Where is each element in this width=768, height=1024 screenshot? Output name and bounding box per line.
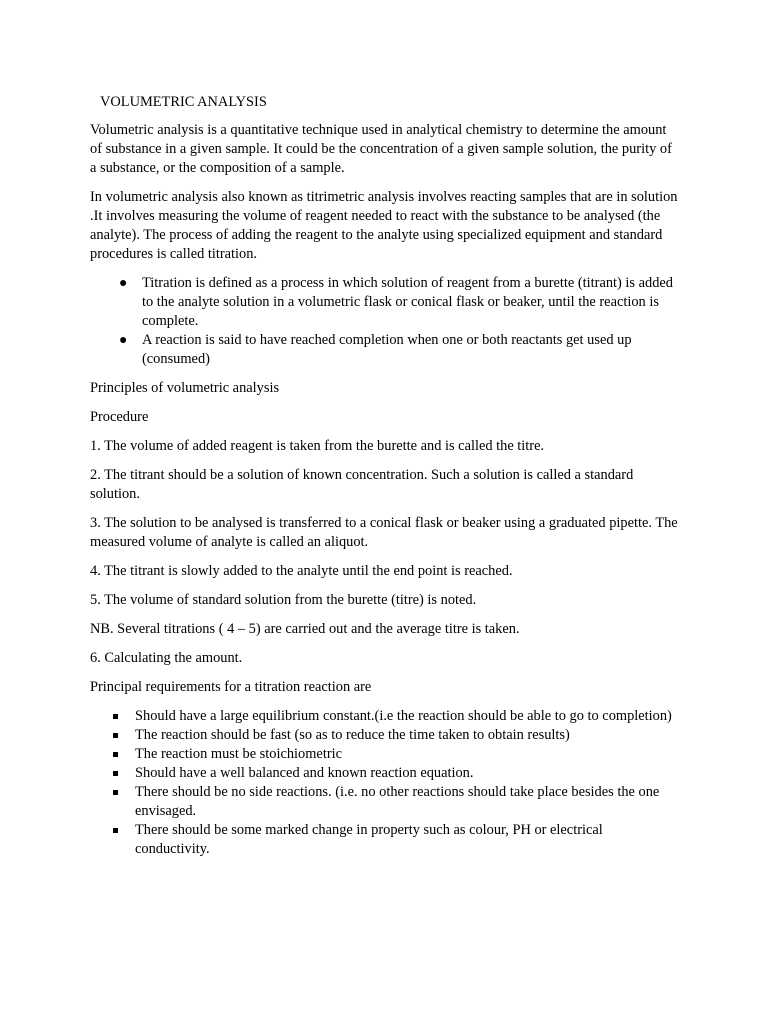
list-item [90, 764, 678, 783]
list-item-text: A reaction is said to have reached completion when one or both reactants get used up (consumed) [142, 332, 632, 367]
principles-heading: Principles of volumetric analysis [90, 380, 280, 396]
procedure-step-1: 1. The volume of added reagent is taken from the burette and is called the titre. [90, 438, 545, 454]
document-title: VOLUMETRIC ANALYSIS [100, 94, 267, 110]
list-item-text: There should be some marked change in property such as colour, PH or electrical conductivity. [135, 822, 603, 857]
procedure-heading: Procedure [90, 409, 149, 425]
bullet-square-icon [113, 733, 118, 738]
procedure-step-6: 6. Calculating the amount. [90, 650, 243, 666]
list-item [90, 707, 678, 726]
document-page [90, 93, 678, 869]
procedure-step-4: 4. The titrant is slowly added to the analyte until the end point is reached. [90, 563, 513, 579]
list-item [90, 745, 678, 764]
requirements-list [90, 707, 678, 859]
bullet-square-icon [113, 771, 118, 776]
list-item-text: There should be no side reactions. (i.e. no other reactions should take place besides the one envisaged. [135, 784, 660, 819]
intro-paragraph-1: Volumetric analysis is a quantitative technique used in analytical chemistry to determine the amount of substance in a given sample. It could be the concentration of a given sample solution, the purity of a substance, or the composition of a sample. [90, 122, 672, 176]
definitions-list [90, 274, 678, 369]
procedure-step-5: 5. The volume of standard solution from the burette (titre) is noted. [90, 592, 477, 608]
list-item-text: Should have a large equilibrium constant.(i.e the reaction should be able to go to completion) [135, 708, 672, 724]
list-item [90, 274, 678, 331]
list-item-text: Should have a well balanced and known reaction equation. [135, 765, 474, 781]
bullet-square-icon [113, 828, 118, 833]
bullet-square-icon [113, 714, 118, 719]
bullet-square-icon [113, 752, 118, 757]
bullet-dot-icon: ● [119, 333, 128, 348]
bullet-dot-icon: ● [119, 276, 128, 291]
list-item-text: The reaction must be stoichiometric [135, 746, 342, 762]
list-item [90, 783, 678, 821]
procedure-step-3: 3. The solution to be analysed is transferred to a conical flask or beaker using a graduated pipette. The measured volume of analyte is called an aliquot. [90, 515, 678, 550]
procedure-step-2: 2. The titrant should be a solution of known concentration. Such a solution is called a standard solution. [90, 467, 634, 502]
list-item-text: The reaction should be fast (so as to reduce the time taken to obtain results) [135, 727, 570, 743]
list-item [90, 821, 678, 859]
bullet-square-icon [113, 790, 118, 795]
intro-paragraph-2: In volumetric analysis also known as titrimetric analysis involves reacting samples that are in solution .It involves measuring the volume of reagent needed to react with the substance to be analysed (the analyte). The process of adding the reagent to the analyte using specialized equipment and standard procedures is called titration. [90, 189, 678, 262]
requirements-heading: Principal requirements for a titration reaction are [90, 679, 372, 695]
list-item [90, 331, 678, 369]
procedure-note: NB. Several titrations ( 4 – 5) are carried out and the average titre is taken. [90, 621, 520, 637]
list-item-text: Titration is defined as a process in which solution of reagent from a burette (titrant) is added to the analyte solution in a volumetric flask or conical flask or beaker, until the reaction is complete. [142, 275, 673, 329]
list-item [90, 726, 678, 745]
